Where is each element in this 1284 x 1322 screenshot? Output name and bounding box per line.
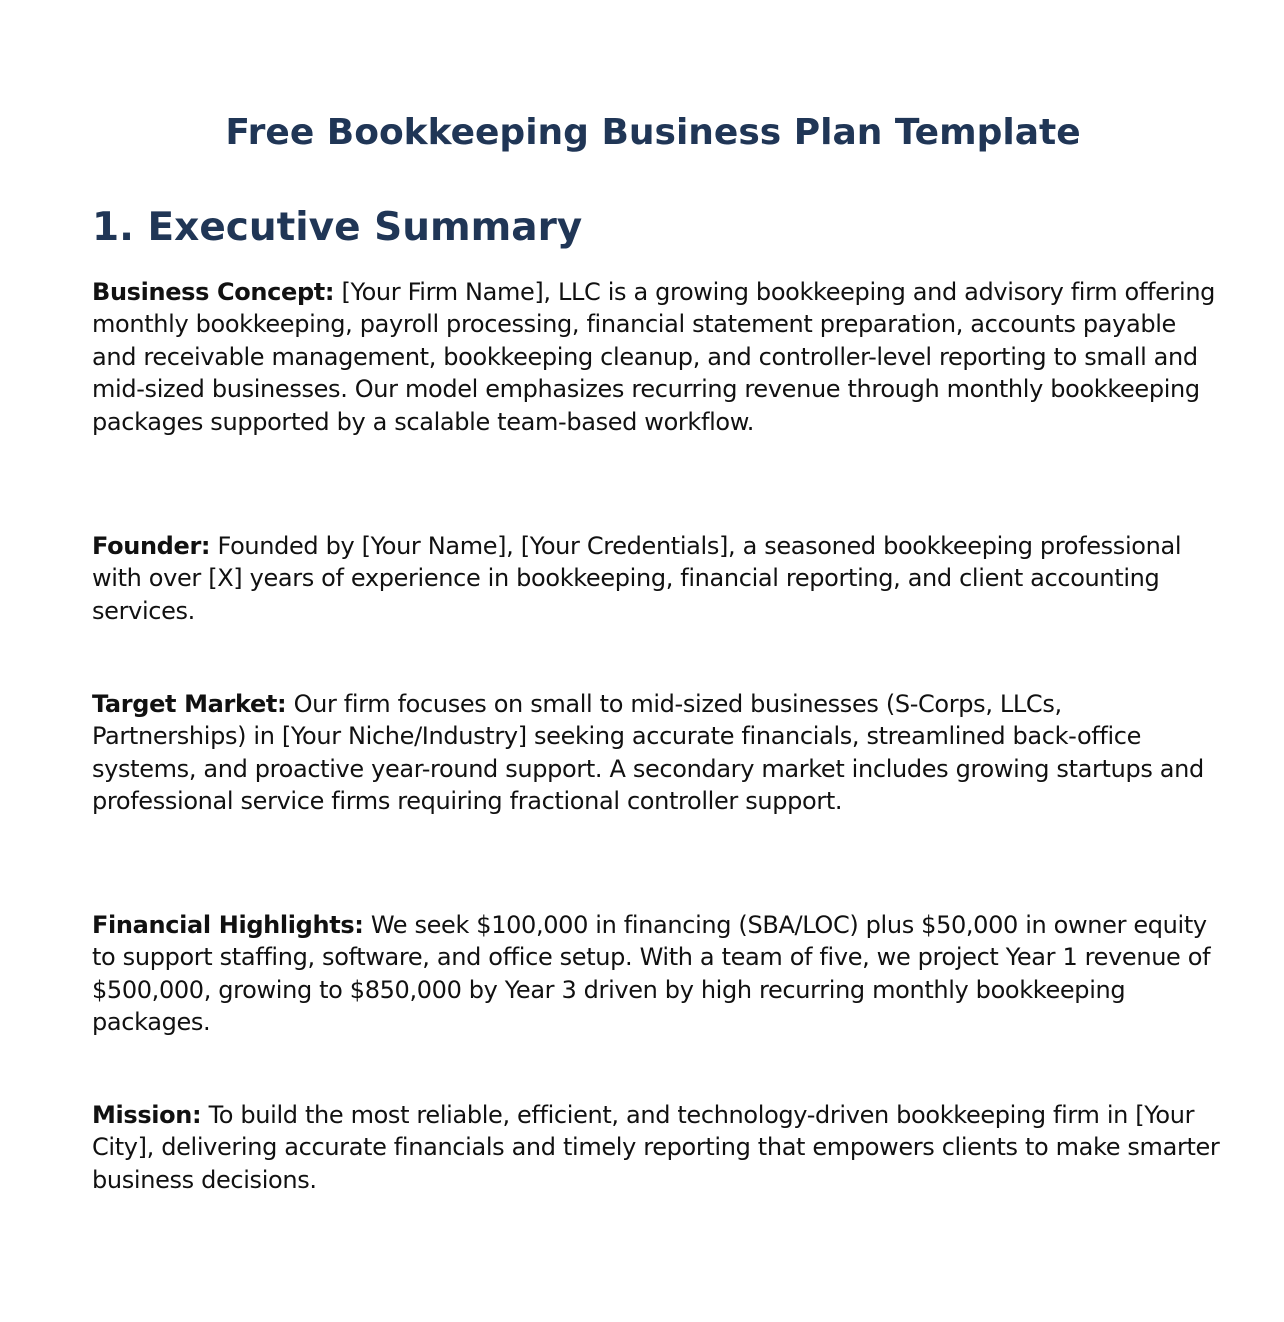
paragraph-text: To build the most reliable, efficient, and technology-driven bookkeeping firm in [Your City], delivering accurate financials and timely reporting that empowers clients to make smarter business decisions. [92, 1101, 1220, 1194]
paragraph-text: Our firm focuses on small to mid-sized businesses (S-Corps, LLCs, Partnerships) in [Your Niche/Industry] seeking accurate financials, streamlined back-office systems, and proactive year-round support. A secondary market includes growing startups and professional service firms requiring fractional controller support. [92, 690, 1204, 816]
paragraph-label: Business Concept: [92, 278, 335, 306]
section-heading-executive-summary: 1. Executive Summary [92, 205, 583, 250]
paragraph-mission [92, 1099, 1222, 1196]
paragraph-label: Financial Highlights: [92, 911, 364, 939]
paragraph-financial-highlights [92, 909, 1222, 1039]
paragraph-founder [92, 530, 1222, 627]
paragraph-label: Founder: [92, 532, 211, 560]
paragraph-target-market [92, 688, 1222, 818]
paragraph-label: Target Market: [92, 690, 287, 718]
document-title: Free Bookkeeping Business Plan Template [225, 112, 1081, 153]
paragraph-label: Mission: [92, 1101, 202, 1129]
paragraph-text: We seek $100,000 in financing (SBA/LOC) plus $50,000 in owner equity to support staffing, software, and office setup. With a team of five, we project Year 1 revenue of $500,000, growing to $850,000 by Year 3 driven by high recurring monthly bookkeeping packages. [92, 911, 1211, 1037]
paragraph-text: Founded by [Your Name], [Your Credentials], a seasoned bookkeeping professional with over [X] years of experience in bookkeeping, financial reporting, and client accounting services. [92, 532, 1182, 625]
paragraph-text: [Your Firm Name], LLC is a growing bookkeeping and advisory firm offering monthly bookkeeping, payroll processing, financial statement preparation, accounts payable and receivable management, bookkeeping cleanup, and controller-level reporting to small and mid-sized businesses. Our model emphasizes recurring revenue through monthly bookkeeping packages supported by a scalable team-based workflow. [92, 278, 1216, 436]
paragraph-business-concept [92, 276, 1222, 438]
